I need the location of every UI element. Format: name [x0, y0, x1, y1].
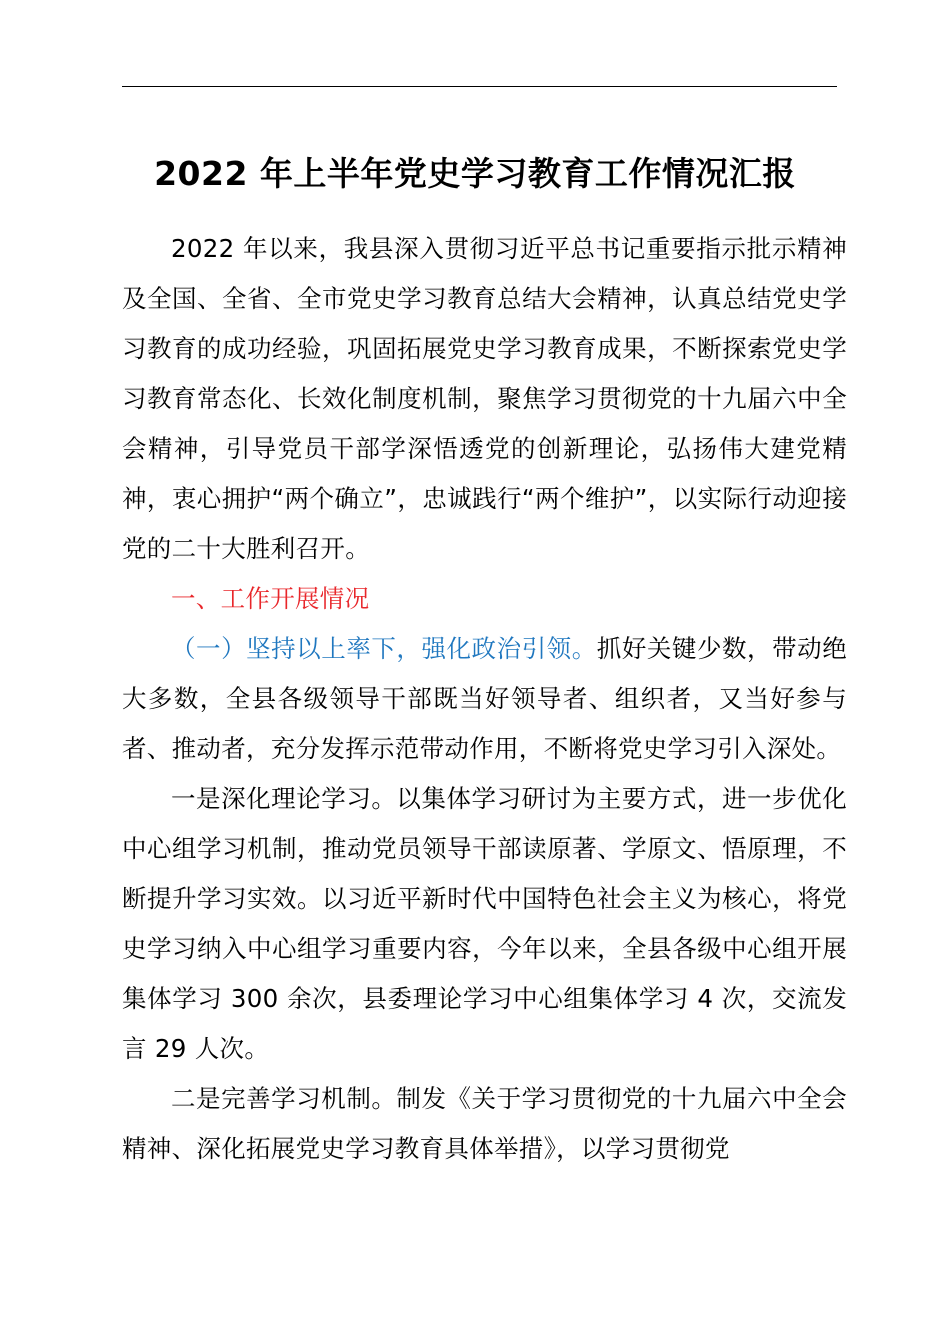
header-rule	[122, 86, 837, 87]
subsection-paragraph-1	[122, 624, 847, 774]
document-title: 2022 年上半年党史学习教育工作情况汇报	[154, 154, 796, 193]
paragraph-theory-study: 一是深化理论学习。以集体学习研讨为主要方式，进一步优化中心组学习机制，推动党员领导干部读原著、学原文、悟原理，不断提升学习实效。以习近平新时代中国特色社会主义为核心，将党史学习纳入中心组学习重要内容，今年以来，全县各级中心组开展集体学习 300 余次，县委理论学习中心组集体学习 4 次，交流发言 29 人次。	[122, 784, 847, 1063]
subsection-text-1: 抓好关键少数，带动绝大多数，全县各级领导干部既当好领导者、组织者，又当好参与者、推动者，充分发挥示范带动作用，不断将党史学习引入深处。	[122, 634, 847, 763]
paragraph-study-mechanism: 二是完善学习机制。制发《关于学习贯彻党的十九届六中全会精神、深化拓展党史学习教育具体举措》，以学习贯彻党	[122, 1084, 847, 1163]
intro-paragraph: 2022 年以来，我县深入贯彻习近平总书记重要指示批示精神及全国、全省、全市党史学习教育总结大会精神，认真总结党史学习教育的成功经验，巩固拓展党史学习教育成果，不断探索党史学习教育常态化、长效化制度机制，聚焦学习贯彻党的十九届六中全会精神，引导党员干部学深悟透党的创新理论，弘扬伟大建党精神，衷心拥护“两个确立”，忠诚践行“两个维护”，以实际行动迎接党的二十大胜利召开。	[122, 234, 847, 563]
subsection-heading-1: （一）坚持以上率下，强化政治引领。	[171, 634, 597, 663]
section-heading-work-progress: 一、工作开展情况	[171, 584, 370, 613]
document-body	[122, 224, 847, 1174]
